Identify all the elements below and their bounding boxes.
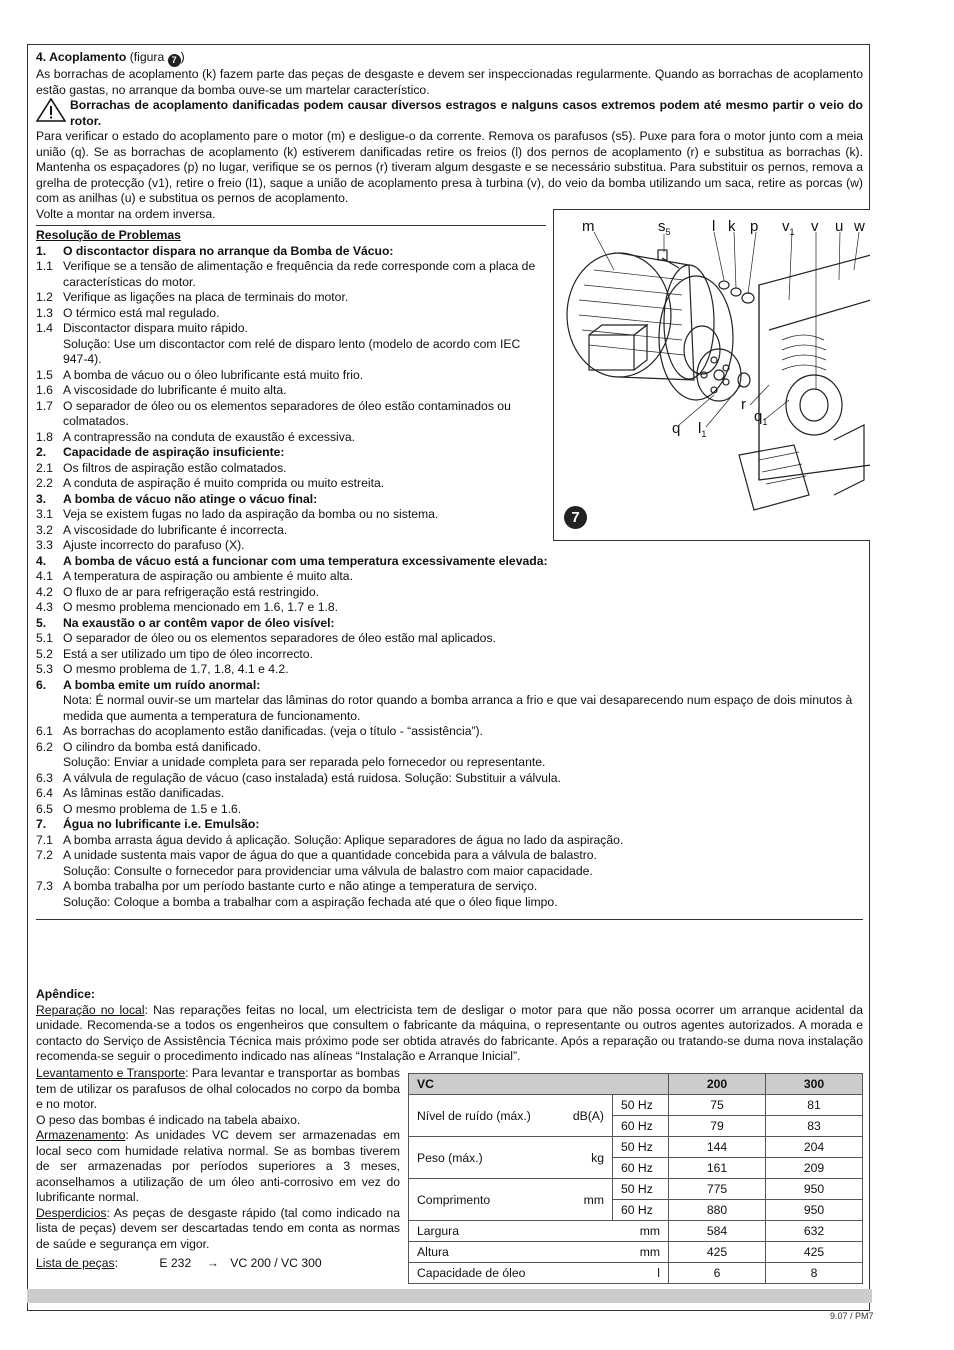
divider	[36, 225, 546, 226]
item-number: 3.2	[36, 522, 53, 537]
item-text: Capacidade de aspiração insuficiente:	[63, 445, 285, 459]
item-number: 4.	[36, 553, 47, 568]
item-text: As borrachas do acoplamento estão danificadas. (veja o título - “assistência”).	[63, 724, 484, 738]
item-number: 6.2	[36, 739, 53, 754]
item-number	[36, 755, 63, 771]
list-item	[36, 290, 546, 306]
item-number: 1.4	[36, 321, 53, 335]
list-item	[36, 569, 863, 585]
label-m: m	[582, 218, 595, 235]
spec-table	[408, 1073, 863, 1284]
item-number: 1.5	[36, 367, 53, 382]
table-row: Nível de ruído (máx.) dB(A) 50 Hz 75 81	[409, 1095, 863, 1116]
item-text: Solução: Consulte o fornecedor para providenciar uma válvula de balastro com maior capacidade.	[63, 863, 593, 878]
item-number: 2.	[36, 445, 47, 459]
item-number: 5.1	[36, 631, 53, 645]
item-text: Nota: É normal ouvir-se um martelar das lâminas do rotor quando a bomba arranca a frio e que vai desaparecendo num espaço de dois minutos à medida que aumenta a temperatura de funcionamento.	[63, 693, 853, 723]
warning-block	[36, 98, 863, 129]
storage-paragraph: Armazenamento: As unidades VC devem ser armazenadas em local seco com humidade relativa normal. Se as bombas tiverem de ser armazenadas por períodos superiores a 3 meses, aconselhamos a utilização de um óleo anti-corrosivo em vez do lubrificante normal.	[36, 1128, 400, 1204]
list-item	[36, 786, 863, 802]
list-item	[36, 895, 863, 911]
item-number: 5.3	[36, 662, 53, 676]
list-item	[36, 492, 546, 508]
item-text: O térmico está mal regulado.	[63, 305, 220, 320]
item-text: A bomba arrasta água devido á aplicação. Solução: Aplique separadores de água no lado da aspiração.	[63, 832, 624, 847]
table-row: Peso (máx.) kg 50 Hz 144 204	[409, 1137, 863, 1158]
item-number: 1.8	[36, 429, 53, 444]
repair-paragraph: Reparação no local: Nas reparações feitas no local, um electricista tem de desligar o motor para que não possa ocorrer um arranque acidental da unidade. Recomenda-se a todos os engenheiros que consultem o fabricante da máquina, o representante ou outros agentes autorizados. A morada e contacto do Serviço de Assistência Técnica mais próximo pode ser obtida através do fabricante. Após a reparação ou tratando-se duma nova instalação recomenda-se seguir o procedimento indicado nas alíneas “Instalação e Arranque Inicial”.	[36, 1002, 863, 1063]
waste-paragraph: Desperdicios: As peças de desgaste rápido (tal como indicado na lista de peças) devem ser descartadas tendo em conta as normas de saúde e segurança em vigor.	[36, 1205, 400, 1251]
item-text: A temperatura de aspiração ou ambiente é muito alta.	[63, 569, 353, 583]
list-item	[36, 337, 546, 368]
label-l1: $l_1$	[698, 420, 707, 439]
list-item	[36, 864, 863, 880]
coupling-figure	[553, 209, 870, 541]
item-number: 3.	[36, 491, 47, 506]
list-item	[36, 368, 546, 384]
item-number: 7.3	[36, 879, 53, 893]
list-item	[36, 306, 546, 322]
section4-intro: As borrachas de acoplamento (k) fazem parte das peças de desgaste e devem ser inspeccionadas regularmente. Quando as borrachas de acoplamento estão gastas, no arranque da bomba ouve-se um martelar característico.	[36, 67, 863, 97]
table-row: Capacidade de óleo l 6 8	[409, 1263, 863, 1284]
list-item	[36, 631, 863, 647]
table-row: 60 Hz 161 209	[409, 1158, 863, 1179]
item-text: Solução: Use um discontactor com relé de disparo lento (modelo de acordo com IEC 947-4).	[63, 336, 521, 366]
item-text: O mesmo problema de 1.7, 1.8, 4.1 e 4.2.	[63, 662, 289, 676]
item-text: A bomba de vácuo não atinge o vácuo final:	[63, 491, 318, 506]
list-item	[36, 523, 546, 539]
item-text: Solução: Coloque a bomba a trabalhar com a aspiração fechada até que o óleo fique limpo.	[63, 894, 558, 909]
item-text: A bomba de vácuo está a funcionar com uma temperatura excessivamente elevada:	[63, 553, 548, 568]
item-number	[36, 895, 63, 911]
item-text: A viscosidade do lubrificante é muito alta.	[63, 383, 287, 397]
warning-icon	[36, 98, 66, 122]
appendix-title: Apêndice:	[36, 987, 95, 1001]
appendix-left-column	[36, 1066, 400, 1272]
parts-list-line: Lista de peças: E 232 → VC 200 / VC 300	[36, 1256, 322, 1270]
list-item	[36, 879, 863, 895]
item-number: 1.	[36, 243, 47, 258]
item-text: A válvula de regulação de vácuo (caso instalada) está ruidosa. Solução: Substituir a válvula.	[63, 770, 561, 785]
item-text: Está a ser utilizado um tipo de óleo incorrecto.	[63, 646, 313, 661]
coupling-illustration	[554, 210, 870, 541]
figure-ref-badge: 7	[168, 54, 181, 67]
item-text: A unidade sustenta mais vapor de água do que a quantidade concebida para a válvula de balastro.	[63, 848, 597, 862]
item-number: 5.	[36, 615, 47, 630]
item-text: O mesmo problema de 1.5 e 1.6.	[63, 801, 242, 816]
label-q: q	[672, 420, 681, 437]
list-item	[36, 585, 863, 601]
item-number: 1.6	[36, 383, 53, 397]
warning-text: Borrachas de acoplamento danificadas podem causar diversos estragos e nalguns casos extremos podem até mesmo partir o veio do rotor.	[70, 98, 863, 128]
list-item	[36, 244, 546, 260]
item-text: O separador de óleo ou os elementos separadores de óleo estão mal aplicados.	[63, 631, 496, 645]
item-number: 5.2	[36, 646, 53, 661]
item-text: Ajuste incorrecto do parafuso (X).	[63, 538, 245, 552]
weight-paragraph: O peso das bombas é indicado na tabela abaixo.	[36, 1112, 301, 1127]
item-number: 2.2	[36, 476, 53, 490]
list-item	[36, 848, 863, 864]
item-number: 1.7	[36, 398, 53, 413]
item-text: A bomba trabalha por um período bastante curto e não atinge a temperatura de serviço.	[63, 879, 538, 893]
troubleshooting-list-wide	[36, 554, 863, 911]
label-r: r	[741, 396, 746, 413]
item-number: 6.5	[36, 801, 53, 816]
item-number: 6.4	[36, 786, 53, 800]
section4-body: Para verificar o estado do acoplamento pare o motor (m) e desligue-o da corrente. Remova os parafusos (s5). Puxe para fora o motor junto com a meia união (q). Se as borrachas de acoplamento (k) estiverem danificadas retire os freios (l) dos pernos de acoplamento (r) e substitua as borrachas (k). Mantenha os espaçadores (p) no lugar, verifique se os pernos (r) tiveram algum desgaste e se necessário substitua. Para substituir os pernos, remova a grelha de protecção (v1), retire o freio (l1), saque a união de acoplamento presa à turbina (v), do veio da bomba utilizando um saca, retire as porcas (w) com as anilhas (u) e substitua os pernos de acoplamento.	[36, 129, 863, 205]
item-number: 4.1	[36, 569, 53, 583]
item-number	[36, 693, 63, 724]
item-text: As lâminas estão danificadas.	[63, 786, 225, 800]
item-number: 7.1	[36, 832, 53, 847]
appendix	[36, 987, 863, 1065]
item-number: 3.1	[36, 507, 53, 521]
list-item	[36, 740, 863, 756]
item-number: 1.1	[36, 259, 53, 273]
item-number: 4.2	[36, 584, 53, 599]
item-text: A contrapressão na conduta de exaustão é excessiva.	[63, 429, 356, 444]
table-row: Comprimento mm 50 Hz 775 950	[409, 1179, 863, 1200]
item-text: O discontactor dispara no arranque da Bomba de Vácuo:	[63, 243, 394, 258]
table-row: Altura mm 425 425	[409, 1242, 863, 1263]
table-row: 60 Hz 880 950	[409, 1200, 863, 1221]
item-number	[36, 337, 63, 368]
label-q1: $q_1$	[754, 408, 768, 427]
item-text: Verifique se a tensão de alimentação e frequência da rede corresponde com a placa de características do motor.	[63, 259, 536, 289]
label-w: w	[854, 218, 865, 235]
list-item	[36, 507, 546, 523]
item-text: O cilindro da bomba está danificado.	[63, 739, 261, 754]
item-text: O mesmo problema mencionado em 1.6, 1.7 e 1.8.	[63, 600, 339, 614]
table-row: 60 Hz 79 83	[409, 1116, 863, 1137]
list-item	[36, 538, 546, 554]
list-item	[36, 445, 546, 461]
list-item	[36, 771, 863, 787]
item-number: 7.	[36, 817, 47, 831]
list-item	[36, 817, 863, 833]
section4-heading: 4. Acoplamento (figura 7 )	[36, 50, 185, 65]
item-number: 1.3	[36, 305, 53, 320]
item-text: O fluxo de ar para refrigeração está restringido.	[63, 584, 320, 599]
item-text: Solução: Enviar a unidade completa para ser reparada pelo fornecedor ou representante.	[63, 755, 546, 769]
table-header-row: VC 200 300	[409, 1074, 863, 1095]
item-text: Veja se existem fugas no lado da aspiração da bomba ou no sistema.	[63, 507, 439, 521]
list-item	[36, 647, 863, 663]
label-v: v	[811, 218, 819, 235]
troubleshooting-list-narrow	[36, 244, 546, 554]
list-item	[36, 678, 863, 694]
item-text: Discontactor dispara muito rápido.	[63, 321, 248, 335]
item-number: 1.2	[36, 290, 53, 304]
item-text: A bomba emite um ruído anormal:	[63, 677, 261, 692]
item-number: 7.2	[36, 848, 53, 862]
list-item	[36, 430, 546, 446]
list-item	[36, 461, 546, 477]
table-row: Largura mm 584 632	[409, 1221, 863, 1242]
troubleshooting-title: Resolução de Problemas	[36, 228, 181, 242]
item-text: A conduta de aspiração é muito comprida ou muito estreita.	[63, 476, 385, 490]
item-text: O separador de óleo ou os elementos separadores de óleo estão contaminados ou colmatados.	[63, 398, 511, 428]
section-divider	[36, 919, 863, 920]
item-number: 6.3	[36, 770, 53, 785]
footer-bar	[27, 1289, 872, 1303]
list-item	[36, 600, 863, 616]
section4-reassemble: Volte a montar na ordem inversa.	[36, 206, 216, 221]
list-item	[36, 554, 863, 570]
item-text: Na exaustão o ar contêm vapor de óleo visível:	[63, 615, 335, 630]
list-item	[36, 616, 863, 632]
list-item	[36, 259, 546, 290]
lifting-paragraph: Levantamento e Transporte: Para levantar e transportar as bombas tem de utilizar os parafusos de olhal colocados no corpo da bomba e no motor.	[36, 1066, 400, 1111]
list-item	[36, 693, 863, 724]
list-item	[36, 662, 863, 678]
label-p: p	[750, 218, 759, 235]
label-u: u	[835, 218, 844, 235]
item-number	[36, 864, 63, 880]
label-v1: $v_1$	[782, 218, 795, 237]
item-number: 6.	[36, 677, 47, 692]
label-s5: $s_5$	[658, 218, 671, 237]
item-number: 4.3	[36, 600, 53, 614]
item-text: A bomba de vácuo ou o óleo lubrificante está muito frio.	[63, 367, 364, 382]
list-item	[36, 476, 546, 492]
item-number: 2.1	[36, 460, 53, 475]
list-item	[36, 802, 863, 818]
item-text: A viscosidade do lubrificante é incorrecta.	[63, 522, 288, 537]
list-item	[36, 321, 546, 337]
item-number: 3.3	[36, 538, 53, 552]
label-k: k	[728, 218, 736, 235]
list-item	[36, 383, 546, 399]
item-number: 6.1	[36, 724, 53, 738]
page-footer: 9.07 / PM7	[830, 1311, 874, 1321]
item-text: Verifique as ligações na placa de terminais do motor.	[63, 290, 349, 304]
list-item	[36, 399, 546, 430]
list-item	[36, 755, 863, 771]
item-text: Os filtros de aspiração estão colmatados.	[63, 460, 287, 475]
figure-number-badge: 7	[564, 506, 587, 529]
list-item	[36, 724, 863, 740]
list-item	[36, 833, 863, 849]
item-text: Água no lubrificante i.e. Emulsão:	[63, 817, 260, 831]
label-l: l	[712, 218, 716, 235]
